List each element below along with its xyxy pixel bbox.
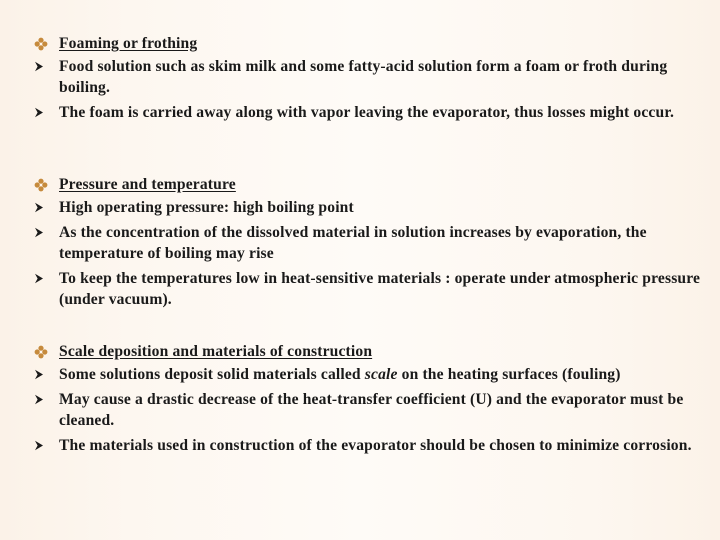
section-foaming bbox=[34, 33, 704, 127]
bullet-text: Food solution such as skim milk and some fatty-acid solution form a foam or froth during boiling. bbox=[59, 58, 668, 96]
arrowhead-icon bbox=[34, 435, 59, 456]
diamond-quad-icon bbox=[34, 33, 59, 54]
bullet-item bbox=[34, 222, 704, 264]
bullet-text: The materials used in construction of the evaporator should be chosen to minimize corrosion. bbox=[59, 437, 692, 454]
arrowhead-icon bbox=[34, 56, 59, 77]
bullet-text: May cause a drastic decrease of the heat-transfer coefficient (U) and the evaporator must be cleaned. bbox=[59, 391, 684, 429]
section-scale-deposition bbox=[34, 341, 704, 460]
bullet-text: To keep the temperatures low in heat-sensitive materials : operate under atmospheric pressure (under vacuum). bbox=[59, 270, 701, 308]
section-heading: Pressure and temperature bbox=[59, 176, 236, 193]
arrowhead-icon bbox=[34, 364, 59, 385]
bullet-item bbox=[34, 389, 704, 431]
section-heading-row bbox=[34, 33, 704, 56]
section-heading-row bbox=[34, 174, 704, 197]
section-heading: Scale deposition and materials of construction bbox=[59, 343, 373, 360]
bullet-text bbox=[59, 364, 704, 385]
arrowhead-icon bbox=[34, 389, 59, 410]
section-heading: Foaming or frothing bbox=[59, 35, 198, 52]
bullet-item bbox=[34, 56, 704, 98]
arrowhead-icon bbox=[34, 268, 59, 289]
bullet-text-part: Some solutions deposit solid materials called bbox=[59, 366, 365, 383]
emphasized-term: scale bbox=[364, 366, 398, 383]
arrowhead-icon bbox=[34, 222, 59, 243]
bullet-text: High operating pressure: high boiling point bbox=[59, 199, 354, 216]
arrowhead-icon bbox=[34, 102, 59, 123]
section-pressure bbox=[34, 174, 704, 314]
bullet-item bbox=[34, 197, 704, 218]
bullet-text-part: on the heating surfaces (fouling) bbox=[397, 366, 621, 383]
diamond-quad-icon bbox=[34, 341, 59, 362]
section-heading-row bbox=[34, 341, 704, 364]
bullet-text: As the concentration of the dissolved material in solution increases by evaporation, the temperature of boiling may rise bbox=[59, 224, 647, 262]
arrowhead-icon bbox=[34, 197, 59, 218]
bullet-item bbox=[34, 364, 704, 385]
bullet-item bbox=[34, 102, 704, 123]
bullet-text: The foam is carried away along with vapor leaving the evaporator, thus losses might occur. bbox=[59, 104, 675, 121]
bullet-item bbox=[34, 435, 704, 456]
bullet-item bbox=[34, 268, 704, 310]
diamond-quad-icon bbox=[34, 174, 59, 195]
